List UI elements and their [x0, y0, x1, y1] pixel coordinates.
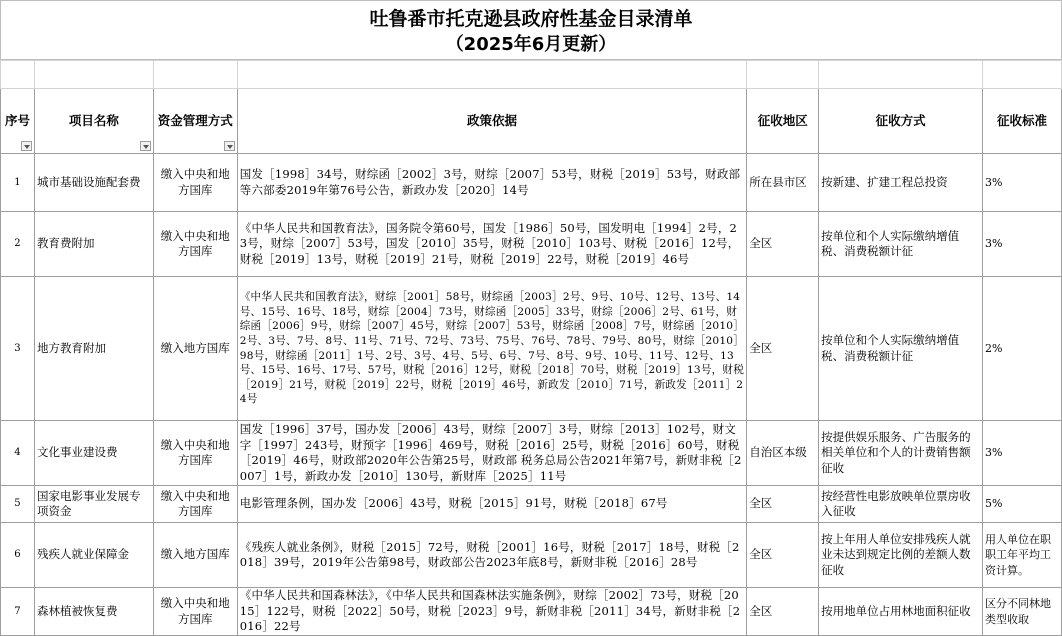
table-row[interactable] [1, 212, 1062, 277]
table-row[interactable] [1, 486, 1062, 523]
header-fund-label: 资金管理方式 [157, 113, 233, 128]
header-standard-label: 征收标准 [997, 113, 1048, 128]
cell-area[interactable]: 所在县市区 [747, 154, 819, 212]
cell-seq[interactable]: 1 [1, 154, 35, 212]
document-title [0, 0, 1062, 60]
fund-table [0, 60, 1062, 636]
cell-area[interactable]: 全区 [747, 212, 819, 277]
header-name-label: 项目名称 [68, 113, 119, 128]
table-row[interactable] [1, 154, 1062, 212]
cell-area[interactable]: 全区 [747, 486, 819, 523]
cell-seq[interactable]: 3 [1, 277, 35, 421]
cell-area[interactable]: 全区 [747, 588, 819, 636]
cell-policy[interactable]: 国发［1998］34号，财综函［2002］3号，财综［2007］53号，财税［2019］53号，财政部等六部委2019年第76号公告，新政办发［2020］14号 [237, 154, 746, 212]
cell-policy[interactable]: 《中华人民共和国教育法》，国务院令第60号，国发［1986］50号，国发明电［1994］2号，23号，财综［2007］53号，国发［2010］35号，财税［2010］103号、财税［2016］12号，财税［2019］13号，财税［2019］21号，财税［2019］22号，财税［2019］46号 [237, 212, 746, 277]
title-line-1: 吐鲁番市托克逊县政府性基金目录清单 [369, 8, 693, 30]
cell-name[interactable]: 教育费附加 [34, 212, 153, 277]
cell-standard[interactable]: 区分不同林地类型收取 [983, 588, 1062, 636]
cell-name[interactable]: 地方教育附加 [34, 277, 153, 421]
cell-fund[interactable]: 缴入地方国库 [153, 523, 237, 588]
cell-policy[interactable]: 《中华人民共和国教育法》，财综［2001］58号，财综函［2003］2号、9号、10号、12号、13号、14号、15号、16号、18号，财综［2004］73号，财综函［2005］33号，财综［2006］2号、61号，财综函［2006］9号，财综［2007］45号，财综［2007］53号，财综函［2008］7号，财综函［2010］2号、3号、7号、8号、11号、71号、72号、73号、75号、76号、78号、79号、80号，财综［2010］98号，财综函［2011］1号、2号、3号、4号、5号、6号、7号、8号、9号、10号、11号、12号、13号、15号、16号、17号、57号，财税［2016］12号，财税［2018］70号，财税［2019］13号，财税［2019］21号，财税［2019］22号，财税［2019］46号，新政发［2010］71号，新政发［2011］24号 [237, 277, 746, 421]
cell-method[interactable]: 按单位和个人实际缴纳增值税、消费税额计征 [819, 277, 983, 421]
cell-fund[interactable]: 缴入中央和地方国库 [153, 212, 237, 277]
cell-method[interactable]: 按新建、扩建工程总投资 [819, 154, 983, 212]
cell-seq[interactable]: 7 [1, 588, 35, 636]
cell-method[interactable]: 按单位和个人实际缴纳增值税、消费税额计征 [819, 212, 983, 277]
header-seq-label: 序号 [4, 113, 30, 128]
cell-name[interactable]: 城市基础设施配套费 [34, 154, 153, 212]
header-area-label: 征收地区 [757, 113, 808, 128]
table-row[interactable] [1, 277, 1062, 421]
cell-seq[interactable]: 5 [1, 486, 35, 523]
cell-method[interactable]: 按经营性电影放映单位票房收入征收 [819, 486, 983, 523]
cell-policy[interactable]: 《残疾人就业条例》，财税［2015］72号，财税［2001］16号，财税［2017］18号，财税［2018］39号，2019年公告第98号，财政部公告2023年底8号，新财非税［2016］28号 [237, 523, 746, 588]
title-line-2: （2025年6月更新） [445, 34, 617, 55]
filter-dropdown-icon[interactable] [140, 141, 151, 151]
cell-fund[interactable]: 缴入中央和地方国库 [153, 486, 237, 523]
cell-seq[interactable]: 2 [1, 212, 35, 277]
table-row[interactable] [1, 421, 1062, 486]
cell-seq[interactable]: 4 [1, 421, 35, 486]
cell-standard[interactable]: 3% [983, 212, 1062, 277]
cell-seq[interactable]: 6 [1, 523, 35, 588]
cell-standard[interactable]: 用人单位在职职工年平均工资计算。 [983, 523, 1062, 588]
cell-name[interactable]: 残疾人就业保障金 [34, 523, 153, 588]
table-row[interactable] [1, 588, 1062, 636]
cell-policy[interactable]: 《中华人民共和国森林法》，《中华人民共和国森林法实施条例》，财综［2002］73号，财税［2015］122号，财税［2022］50号，财税［2023］9号，新财非税［2011］34号，新财非税［2016］22号 [237, 588, 746, 636]
blank-row [1, 61, 1062, 89]
cell-name[interactable]: 森林植被恢复费 [34, 588, 153, 636]
header-fund [153, 89, 237, 154]
header-name [34, 89, 153, 154]
header-seq [1, 89, 35, 154]
table-row[interactable] [1, 523, 1062, 588]
header-area [747, 89, 819, 154]
cell-area[interactable]: 自治区本级 [747, 421, 819, 486]
cell-name[interactable]: 文化事业建设费 [34, 421, 153, 486]
header-standard [983, 89, 1062, 154]
cell-method[interactable]: 按用地单位占用林地面积征收 [819, 588, 983, 636]
header-method-label: 征收方式 [875, 113, 926, 128]
cell-standard[interactable]: 3% [983, 421, 1062, 486]
cell-standard[interactable]: 5% [983, 486, 1062, 523]
header-row [1, 89, 1062, 154]
cell-area[interactable]: 全区 [747, 277, 819, 421]
cell-standard[interactable]: 3% [983, 154, 1062, 212]
header-method [819, 89, 983, 154]
cell-fund[interactable]: 缴入中央和地方国库 [153, 588, 237, 636]
cell-fund[interactable]: 缴入中央和地方国库 [153, 421, 237, 486]
cell-policy[interactable]: 电影管理条例，国办发［2006］43号，财税［2015］91号，财税［2018］67号 [237, 486, 746, 523]
cell-area[interactable]: 全区 [747, 523, 819, 588]
header-policy-label: 政策依据 [466, 113, 517, 128]
cell-fund[interactable]: 缴入中央和地方国库 [153, 154, 237, 212]
cell-name[interactable]: 国家电影事业发展专项资金 [34, 486, 153, 523]
cell-standard[interactable]: 2% [983, 277, 1062, 421]
header-policy [237, 89, 746, 154]
cell-fund[interactable]: 缴入地方国库 [153, 277, 237, 421]
cell-method[interactable]: 按上年用人单位安排残疾人就业未达到规定比例的差额人数征收 [819, 523, 983, 588]
cell-policy[interactable]: 国发［1996］37号，国办发［2006］43号，财综［2007］3号，财综［2013］102号，财文字［1997］243号，财预字［1996］469号，财税［2016］25号，财税［2016］60号，财税［2019］46号，财政部2020年公告第25号，财政部 税务总局公告2021年第7号，新财非税［2007］1号，新政办发［2010］130号，新财库［2025］11号 [237, 421, 746, 486]
filter-dropdown-icon[interactable] [224, 141, 235, 151]
filter-dropdown-icon[interactable] [21, 141, 32, 151]
cell-method[interactable]: 按提供娱乐服务、广告服务的相关单位和个人的计费销售额征收 [819, 421, 983, 486]
